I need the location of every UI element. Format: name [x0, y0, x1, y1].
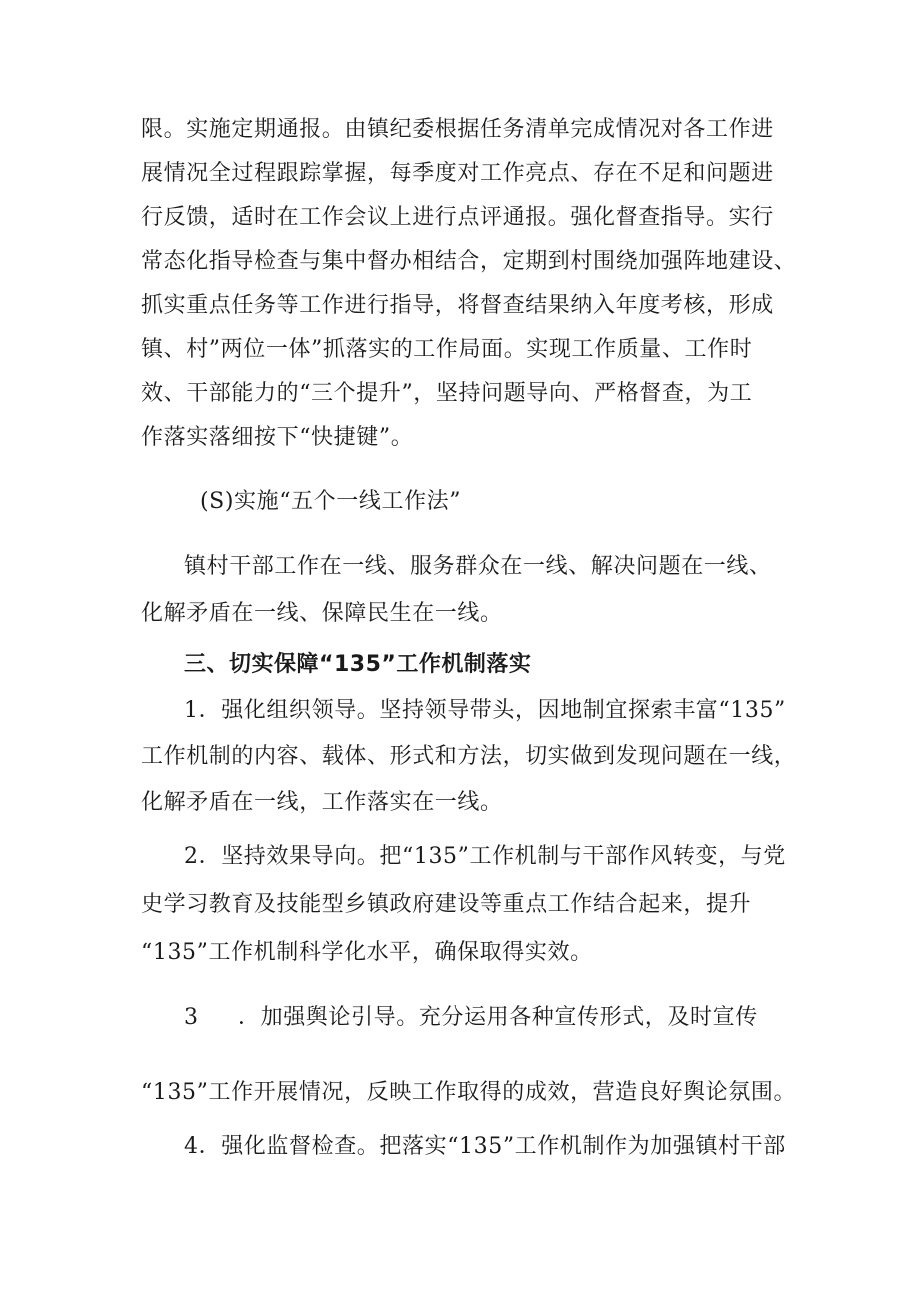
paragraph-line: 镇、村”两位一体”抓落实的工作局面。实现工作质量、工作时	[141, 337, 753, 362]
subheading: (S)实施“五个一线工作法”	[200, 489, 462, 514]
section-heading: 三、切实保障“135”工作机制落实	[184, 652, 532, 677]
paragraph-line: ．加强舆论引导。充分运用各种宣传形式，及时宣传	[238, 1005, 758, 1030]
paragraph-line: 限。实施定期通报。由镇纪委根据任务清单完成情况对各工作进	[141, 117, 774, 142]
paragraph-line: “135”工作开展情况，反映工作取得的成效，营造良好舆论氛围。	[141, 1080, 797, 1105]
paragraph-line: 抓实重点任务等工作进行指导，将督查结果纳入年度考核，形成	[141, 293, 774, 318]
paragraph-line: 4．强化监督检查。把落实“135”工作机制作为加强镇村干部	[184, 1134, 786, 1159]
paragraph-line: 展情况全过程跟踪掌握，每季度对工作亮点、存在不足和问题进	[141, 161, 774, 186]
paragraph-line: “135”工作机制科学化水平，确保取得实效。	[141, 940, 593, 965]
paragraph-line: 化解矛盾在一线、保障民生在一线。	[141, 601, 503, 626]
paragraph-line: 效、干部能力的“三个提升”，坚持问题导向、严格督查，为工	[141, 381, 753, 406]
paragraph-line: 镇村干部工作在一线、服务群众在一线、解决问题在一线、	[184, 554, 772, 579]
paragraph-line: 2．坚持效果导向。把“135”工作机制与干部作风转变，与党	[184, 844, 786, 869]
paragraph-line: 常态化指导检查与集中督办相结合，定期到村围绕加强阵地建设、	[141, 249, 797, 274]
paragraph-line: 史学习教育及技能型乡镇政府建设等重点工作结合起来，提升	[141, 892, 752, 917]
paragraph-line: 工作机制的内容、载体、形式和方法，切实做到发现问题在一线，	[141, 744, 797, 769]
list-number: 3	[184, 1005, 199, 1030]
paragraph-line: 1．强化组织领导。坚持领导带头，因地制宜探索丰富“135”	[184, 698, 786, 723]
paragraph-line: 行反馈，适时在工作会议上进行点评通报。强化督查指导。实行	[141, 205, 774, 230]
paragraph-line: 化解矛盾在一线，工作落实在一线。	[141, 790, 503, 815]
paragraph-line: 作落实落细按下“快捷键”。	[141, 425, 414, 450]
